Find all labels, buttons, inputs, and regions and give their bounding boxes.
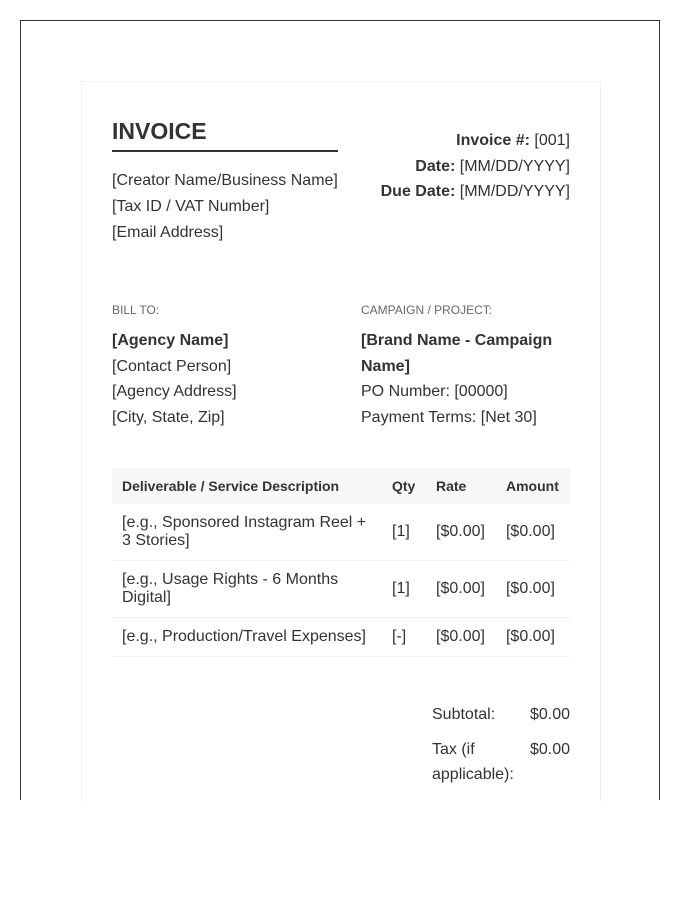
row-description: [e.g., Usage Rights - 6 Months Digital]	[112, 561, 382, 618]
subtotal-row	[432, 702, 570, 727]
row-amount: [$0.00]	[496, 561, 570, 618]
sender-name: [Creator Name/Business Name]	[112, 172, 338, 189]
header-description: Deliverable / Service Description	[112, 468, 382, 504]
bill-to-section	[112, 302, 342, 430]
row-qty: [1]	[382, 561, 426, 618]
subtotal-value: $0.00	[529, 706, 570, 723]
invoice-number-value: [001]	[529, 132, 570, 149]
row-description: [e.g., Production/Travel Expenses]	[112, 618, 382, 657]
agency-name: [Agency Name]	[112, 332, 229, 349]
agency-address: [Agency Address]	[112, 383, 237, 400]
invoice-meta	[381, 128, 570, 205]
invoice-title: INVOICE	[112, 116, 338, 152]
row-rate: [$0.00]	[426, 561, 496, 618]
invoice-due-value: [MM/DD/YYYY]	[455, 183, 570, 200]
row-qty: [1]	[382, 504, 426, 561]
sender-info	[112, 168, 338, 246]
sender-email: [Email Address]	[112, 224, 224, 241]
invoice-due-label: Due Date:	[380, 183, 456, 200]
invoice-date-row	[381, 154, 570, 180]
campaign-name: [Brand Name - Campaign Name]	[361, 332, 553, 375]
agency-city: [City, State, Zip]	[112, 408, 225, 426]
header-amount: Amount	[496, 468, 570, 504]
campaign-label: CAMPAIGN / PROJECT:	[361, 303, 493, 317]
invoice-number-label: Invoice #:	[456, 132, 530, 149]
row-description: [e.g., Sponsored Instagram Reel + 3 Stories]	[112, 504, 382, 561]
table-row	[112, 618, 570, 657]
payment-terms: Payment Terms: [Net 30]	[361, 408, 537, 426]
tax-row	[432, 737, 570, 787]
header-qty: Qty	[382, 468, 426, 504]
invoice-due-row	[381, 179, 570, 205]
table-row	[112, 561, 570, 618]
totals-section	[432, 702, 570, 797]
row-qty: [-]	[382, 618, 426, 657]
invoice-number-row	[381, 128, 570, 154]
header-rate: Rate	[426, 468, 496, 504]
row-rate: [$0.00]	[426, 504, 496, 561]
contact-person: [Contact Person]	[112, 357, 232, 375]
subtotal-label: Subtotal:	[432, 706, 496, 723]
tax-value: $0.00	[529, 741, 570, 758]
table-row	[112, 504, 570, 561]
row-rate: [$0.00]	[426, 618, 496, 657]
row-amount: [$0.00]	[496, 504, 570, 561]
tax-label: Tax (if applicable):	[432, 741, 514, 783]
line-items-table	[112, 468, 570, 657]
po-number: PO Number: [00000]	[361, 383, 508, 400]
row-amount: [$0.00]	[496, 618, 570, 657]
table-header-row	[112, 468, 570, 504]
invoice-date-label: Date:	[415, 157, 456, 175]
bill-to-label: BILL TO:	[112, 303, 160, 317]
sender-tax-id: [Tax ID / VAT Number]	[112, 198, 270, 215]
campaign-section	[361, 302, 576, 430]
invoice-date-value: [MM/DD/YYYY]	[455, 157, 570, 175]
